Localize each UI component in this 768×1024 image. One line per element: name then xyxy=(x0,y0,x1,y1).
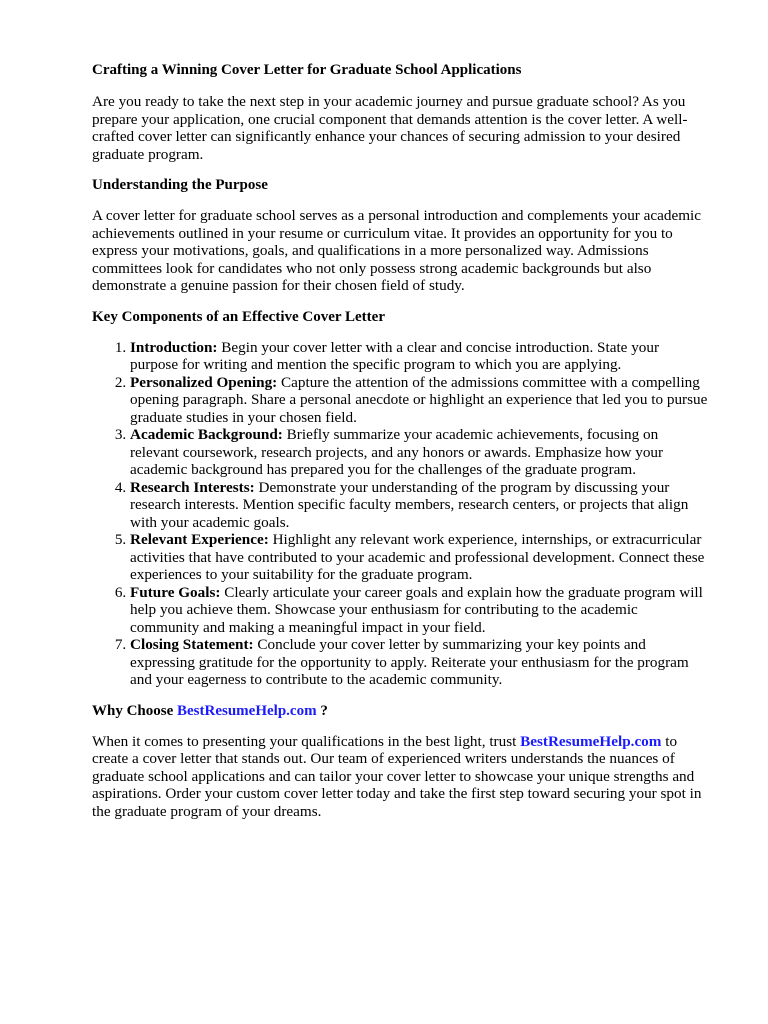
list-item-term: Relevant Experience: xyxy=(130,531,269,548)
list-item-text: Highlight any relevant work experience, internships, or extracurricular activities that have contributed to your academic and professional development. Connect these experiences to your suitability for the graduate program. xyxy=(130,531,705,583)
list-item-term: Future Goals: xyxy=(130,583,221,601)
list-item-text: Capture the attention of the admissions committee with a compelling opening paragraph. Share a personal anecdote or highlight an experience that led you to pursue graduate studies in your chosen field. xyxy=(130,373,708,426)
components-list xyxy=(92,339,708,689)
why-paragraph xyxy=(92,733,708,821)
list-item-text: Briefly summarize your academic achievements, focusing on relevant coursework, research projects, and any honors or awards. Emphasize how your academic background has prepared you for the challenges of the graduate program. xyxy=(130,426,664,478)
list-item xyxy=(130,479,708,532)
list-item-text: Begin your cover letter with a clear and concise introduction. State your purpose for writing and mention the specific program to which you are applying. xyxy=(130,338,660,373)
section-heading-why xyxy=(92,701,708,721)
list-item-term: Closing Statement: xyxy=(130,636,254,653)
list-item xyxy=(130,339,708,374)
intro-paragraph: Are you ready to take the next step in your academic journey and pursue graduate school? As you prepare your application, one crucial component that demands attention is the cover letter. A well-crafted cover letter can significantly enhance your chances of securing admission to your desired graduate program. xyxy=(92,93,688,163)
list-item-text: Conclude your cover letter by summarizing your key points and expressing gratitude for the opportunity to apply. Reiterate your enthusiasm for the program and your eagerness to contribute to the academic community. xyxy=(130,636,689,688)
why-heading-prefix: Why Choose xyxy=(92,702,178,719)
list-item-term: Academic Background: xyxy=(130,426,283,443)
bestresumehelp-body-link[interactable]: BestResumeHelp.com xyxy=(520,732,662,750)
why-heading-suffix: ? xyxy=(316,702,328,719)
list-item-text: Demonstrate your understanding of the program by discussing your research interests. Mention specific faculty members, research centers, or projects that align with your academic goals. xyxy=(130,478,689,531)
list-item-text: Clearly articulate your career goals and explain how the graduate program will help you achieve them. Showcase your enthusiasm for contributing to the academic community and making a meaningful impact in your field. xyxy=(130,583,703,636)
list-item-term: Research Interests: xyxy=(130,478,255,496)
purpose-paragraph: A cover letter for graduate school serves as a personal introduction and complements your academic achievements outlined in your resume or curriculum vitae. It provides an opportunity for you to express your motivations, goals, and qualifications in a more personalized way. Admissions committees look for candidates who not only possess strong academic backgrounds but also demonstrate a genuine passion for their chosen field of study. xyxy=(92,207,701,294)
list-item-term: Personalized Opening: xyxy=(130,373,278,391)
list-item-term: Introduction: xyxy=(130,338,218,356)
list-item xyxy=(130,426,708,479)
bestresumehelp-heading-link[interactable]: BestResumeHelp.com xyxy=(177,702,317,719)
list-item xyxy=(130,531,708,584)
why-body-after: to create a cover letter that stands out. Our team of experienced writers understands the nuances of graduate school applications and can tailor your cover letter to showcase your unique strengths and aspirations. Order your custom cover letter today and take the first step toward securing your spot in the graduate program of your dreams. xyxy=(92,732,702,820)
section-heading-purpose: Understanding the Purpose xyxy=(92,177,268,193)
why-body-before: When it comes to presenting your qualifications in the best light, trust xyxy=(92,732,521,750)
document-title: Crafting a Winning Cover Letter for Graduate School Applications xyxy=(92,62,522,78)
list-item xyxy=(130,584,708,637)
list-item xyxy=(130,636,708,689)
list-item xyxy=(130,374,708,427)
section-heading-components: Key Components of an Effective Cover Letter xyxy=(92,308,385,325)
